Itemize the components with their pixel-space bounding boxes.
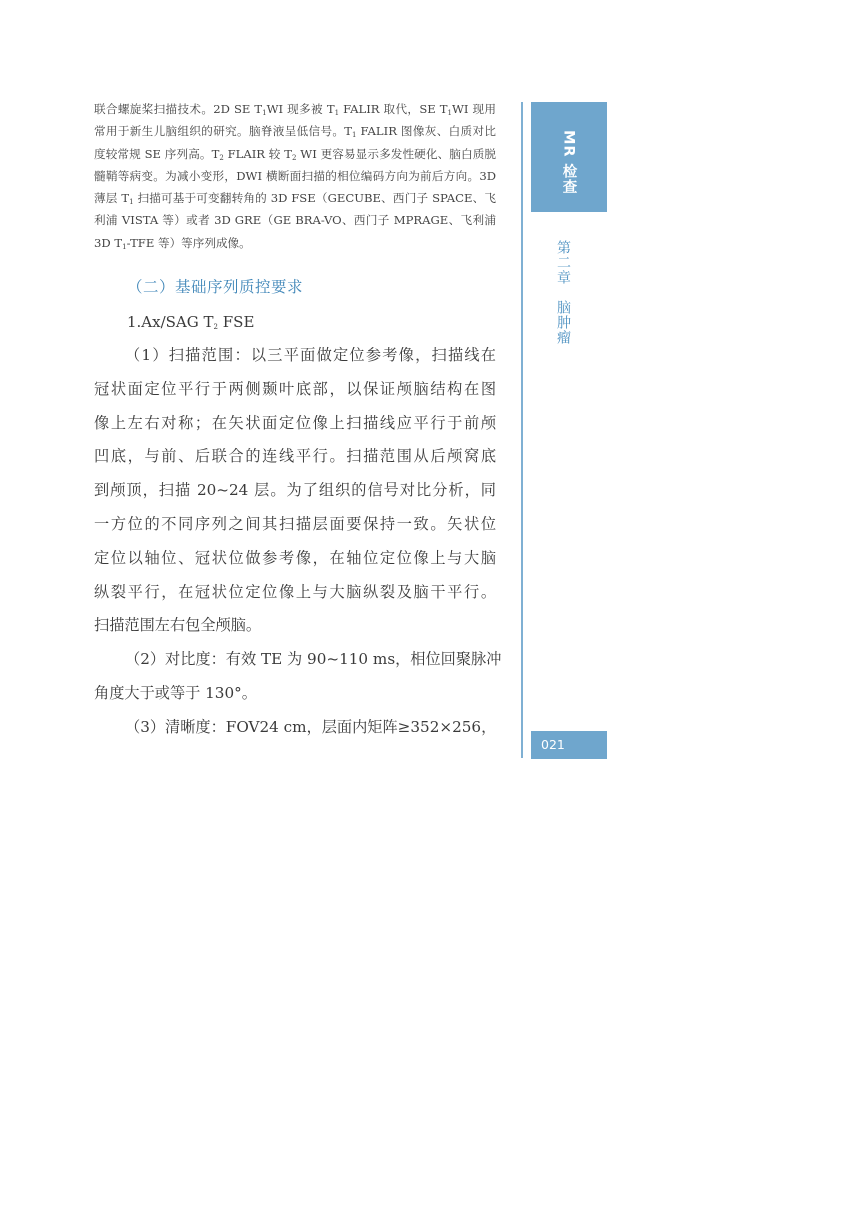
body-line: 到颅顶，扫描 20~24 层。为了组织的信号对比分析，同: [94, 481, 496, 500]
body-text: [94, 339, 502, 745]
intro-text: 化、脑白质脱髓鞘等病变。为减小变形，DWI 横断面扫描的相位编码: [94, 146, 496, 183]
intro-text: 扫描可基于可变翻转角的 3D FSE（GE: [133, 191, 346, 206]
body-line: （2）对比度：有效 TE 为 90~110 ms，相位回聚脉冲: [125, 650, 502, 669]
intro-text: 用常用于新生儿脑组织的研究。脑脊液呈低信号。T: [94, 102, 497, 139]
body-line: 定位以轴位、冠状位做参考像，在轴位定位像上与大脑: [94, 548, 496, 567]
body-line: 一方位的不同序列之间其扫描层面要保持一致。矢状位: [94, 514, 496, 533]
intro-text: WI 现多被 T: [266, 102, 335, 116]
intro-text: 方向为前后方向。3D 薄层 T: [94, 168, 496, 206]
subscript: 1: [352, 131, 357, 140]
intro-text: FLAIR 较 T: [223, 146, 293, 161]
body-line: （1）扫描范围：以三平面做定位参考像，扫描线在: [125, 346, 496, 364]
section-tab: [531, 102, 607, 212]
intro-text: FALIR 取代，SE T: [339, 102, 448, 116]
subscript: 1: [122, 242, 127, 251]
subscript: 1: [129, 198, 134, 207]
intro-text: WI 现: [451, 102, 485, 116]
subscript: 1: [334, 109, 340, 117]
page-number: 021: [531, 731, 607, 759]
section-tab-label: MR 检查: [560, 130, 577, 195]
subscript: 1: [262, 109, 267, 117]
intro-paragraph: [94, 98, 496, 254]
intro-text: FALIR 图像灰、: [356, 124, 449, 139]
intro-text: VO、西门子 MPRAGE、飞利浦 3D T: [94, 213, 497, 250]
intro-text: -TFE 等）等序列成像。: [126, 235, 251, 250]
intro-text: 联合螺旋桨扫描技术。2D SE T: [94, 102, 263, 116]
body-line: 凹底，与前、后联合的连线平行。扫描范围从后颅窝底: [94, 447, 496, 466]
intro-text: 白质对比度较常规 SE 序列高。T: [94, 124, 496, 161]
subscript: 1: [447, 109, 452, 117]
section-heading: （二）基础序列质控要求: [127, 278, 304, 296]
body-line: 纵裂平行，在冠状位定位像上与大脑纵裂及脑干平行。: [94, 582, 496, 601]
sequence-title: [127, 311, 254, 333]
column-divider: [521, 102, 523, 758]
intro-text: CUBE、西门子 SPACE、飞利浦 VISTA 等）或者 3D GRE（GE BRA-: [94, 191, 497, 228]
subscript: 2: [292, 153, 297, 162]
body-line: （3）清晰度：FOV24 cm，层面内矩阵≥352×256，: [125, 717, 497, 736]
body-line: 扫描范围左右包全颅脑。: [94, 616, 262, 635]
subscript: 2: [219, 153, 224, 162]
body-line: 角度大于或等于 130°。: [94, 683, 257, 702]
body-line: 像上左右对称；在矢状面定位像上扫描线应平行于前颅: [94, 413, 496, 432]
chapter-label: 第二章 脑肿瘤: [555, 240, 571, 345]
subscript: 2: [213, 323, 218, 331]
sequence-title-text: 1.Ax/SAG T: [127, 313, 214, 331]
intro-text: WI 更容易显示多发性硬: [296, 146, 426, 161]
sequence-title-text: FSE: [218, 313, 255, 331]
body-line: 冠状面定位平行于两侧颞叶底部，以保证颅脑结构在图: [94, 379, 496, 398]
